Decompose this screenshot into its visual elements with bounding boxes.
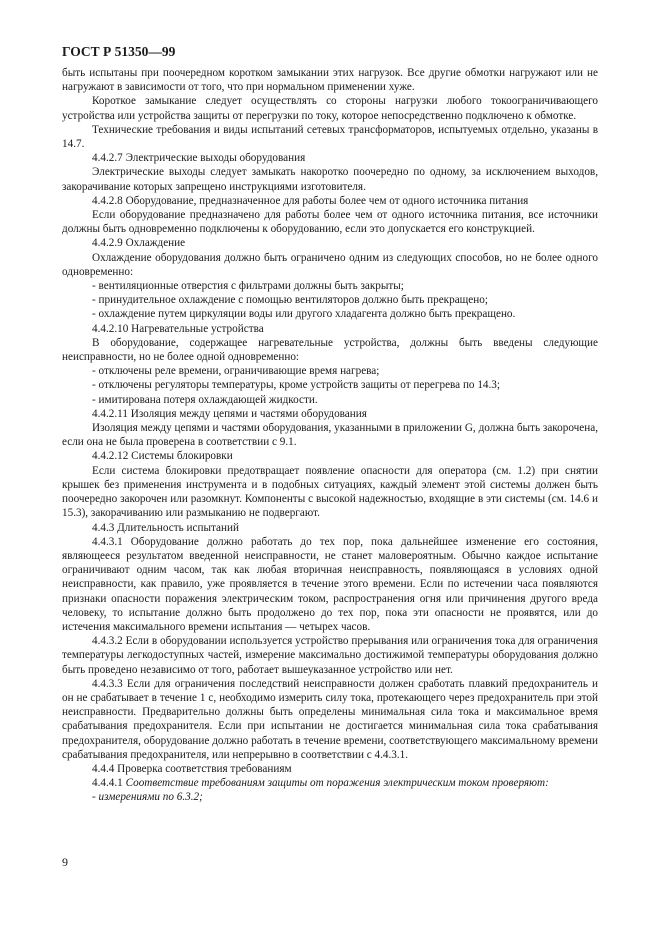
paragraph-text: 4.4.2.11 Изоляция между цепями и частями оборудования (92, 407, 367, 420)
paragraph (62, 194, 598, 208)
paragraph-text: 4.4.2.9 Охлаждение (92, 237, 186, 250)
paragraph-text: - отключены регуляторы температуры, кроме устройств защиты от перегрева по 14.3; (92, 379, 501, 392)
paragraph-text: - охлаждение путем циркуляции воды или другого хладагента должно быть прекращено. (92, 308, 516, 321)
paragraph (62, 279, 598, 293)
paragraph-text: Если система блокировки предотвращает появление опасности для оператора (см. 1.2) при снятии крышек без применения инструмента и в подобных ситуациях, каждый элемент этой системы должен быть поочередно закорочен или разомкнут. Компоненты с высокой надежностью, входящие в эти системы (см. 14.6 и 15.3), закорачиванию или размыканию не подвергают. (62, 464, 598, 520)
paragraph (62, 677, 598, 762)
paragraph (62, 66, 598, 94)
paragraph-text: В оборудование, содержащее нагревательные устройства, должны быть введены следующие неисправности, но не более одной одновременно: (62, 336, 598, 364)
page-number: 9 (62, 855, 68, 869)
paragraph (62, 393, 598, 407)
paragraph-text: Если оборудование предназначено для работы более чем от одного источника питания, все источники должны быть одновременно подключены к оборудованию, если это допускается его конструкцией. (62, 209, 598, 236)
paragraph (62, 464, 598, 521)
paragraph-italic-text: Соответствие требованиям защиты от поражения электрическим током проверяют: (125, 777, 549, 790)
paragraph (62, 322, 598, 336)
paragraph (62, 307, 598, 321)
paragraph (62, 790, 598, 804)
paragraph-text: 4.4.2.8 Оборудование, предназначенное для работы более чем от одного источника питания (92, 194, 529, 207)
document-header: ГОСТ Р 51350—99 (62, 44, 176, 59)
paragraph-text: - отключены реле времени, ограничивающие время нагрева; (92, 365, 380, 378)
paragraph-text: - вентиляционные отверстия с фильтрами должны быть закрыты; (92, 280, 404, 293)
paragraph-text: 4.4.4 Проверка соответствия требованиям (92, 762, 292, 775)
paragraph-text: Технические требования и виды испытаний сетевых трансформаторов, испытуемых отдельно, указаны в 14.7. (62, 123, 598, 151)
paragraph-text: - принудительное охлаждение с помощью вентиляторов должно быть прекращено; (92, 294, 488, 307)
paragraph (62, 407, 598, 421)
paragraph-text: 4.4.2.12 Системы блокировки (92, 450, 233, 463)
paragraph (62, 535, 598, 634)
document-body (62, 66, 598, 805)
paragraph-text: Изоляция между цепями и частями оборудования, указанными в приложении G, должна быть закорочена, если она не была проверена в соответствии с 9.1. (62, 422, 598, 449)
paragraph (62, 236, 598, 250)
paragraph-text: быть испытаны при поочередном коротком замыкании этих нагрузок. Все другие обмотки нагружают или не нагружают в зависимости от того, что при нормальном применении хуже. (62, 67, 598, 94)
paragraph (62, 165, 598, 193)
paragraph-text: 4.4.3.2 Если в оборудовании используется устройство прерывания или ограничения тока для ограничения температуры легкодоступных частей, измерение максимально достижимой температуры оборудования должно быть проведено независимо от того, работает вышеуказанное устройство или нет. (62, 635, 598, 676)
paragraph (62, 776, 598, 790)
paragraph (62, 208, 598, 236)
paragraph (62, 378, 598, 392)
paragraph-text: - имитирована потеря охлаждающей жидкости. (92, 393, 318, 406)
paragraph-text: 4.4.3.1 Оборудование должно работать до тех пор, пока дальнейшее изменение его состояния, являющееся результатом введенной неисправности, не станет маловероятным. Обычно каждое испытание ограничивают одним часом, так как любая вторичная неисправность, появляющаяся в условиях одной неисправности, как правило, уже проявляется в течение этого времени. Если по истечении часа появляются признаки опасности поражения электрическим током, распространения огня или причинения другого вреда человеку, то испытание должно быть продолжено до тех пор, пока эти опасности не проявятся, или до истечения максимального времени испытания — четырех часов. (62, 535, 598, 633)
paragraph (62, 421, 598, 449)
paragraph-text: 4.4.4.1 (92, 777, 126, 790)
paragraph (62, 634, 598, 677)
paragraph-text: 4.4.3 Длительность испытаний (92, 521, 239, 534)
paragraph (62, 293, 598, 307)
paragraph-text: 4.4.2.7 Электрические выходы оборудования (92, 152, 306, 165)
paragraph (62, 94, 598, 122)
paragraph (62, 364, 598, 378)
paragraph (62, 251, 598, 279)
paragraph (62, 151, 598, 165)
paragraph-italic-text: измерениями по 6.3.2; (98, 791, 203, 804)
paragraph-text: - (92, 791, 99, 804)
paragraph-text: Охлаждение оборудования должно быть ограничено одним из следующих способов, но не более одного одновременно: (62, 251, 598, 278)
paragraph (62, 762, 598, 776)
paragraph-text: Короткое замыкание следует осуществлять со стороны нагрузки любого токоограничивающего устройства или устройства защиты от перегрузки по току, которое непосредственно подключено к обмотке. (62, 95, 598, 122)
paragraph (62, 449, 598, 463)
paragraph (62, 521, 598, 535)
paragraph-text: 4.4.3.3 Если для ограничения последствий неисправности должен сработать плавкий предохранитель и он не срабатывает в течение 1 с, необходимо измерить силу тока, протекающего через предохранитель при этой неисправности. Предварительно должны быть определены минимальная сила тока и максимальное время срабатывания предохранителя. Если при испытании не достигается минимальная сила тока срабатывания предохранителя, оборудование должно работать в течение времени, соответствующего максимальному времени срабатывания предохранителя, или непрерывно в соответствии с 4.4.3.1. (62, 677, 598, 761)
paragraph-text: 4.4.2.10 Нагревательные устройства (92, 322, 264, 335)
paragraph (62, 336, 598, 364)
paragraph-text: Электрические выходы следует замыкать накоротко поочередно по одному, за исключением выходов, закорачивание которых запрещено инструкциями изготовителя. (62, 166, 598, 193)
paragraph (62, 123, 598, 151)
